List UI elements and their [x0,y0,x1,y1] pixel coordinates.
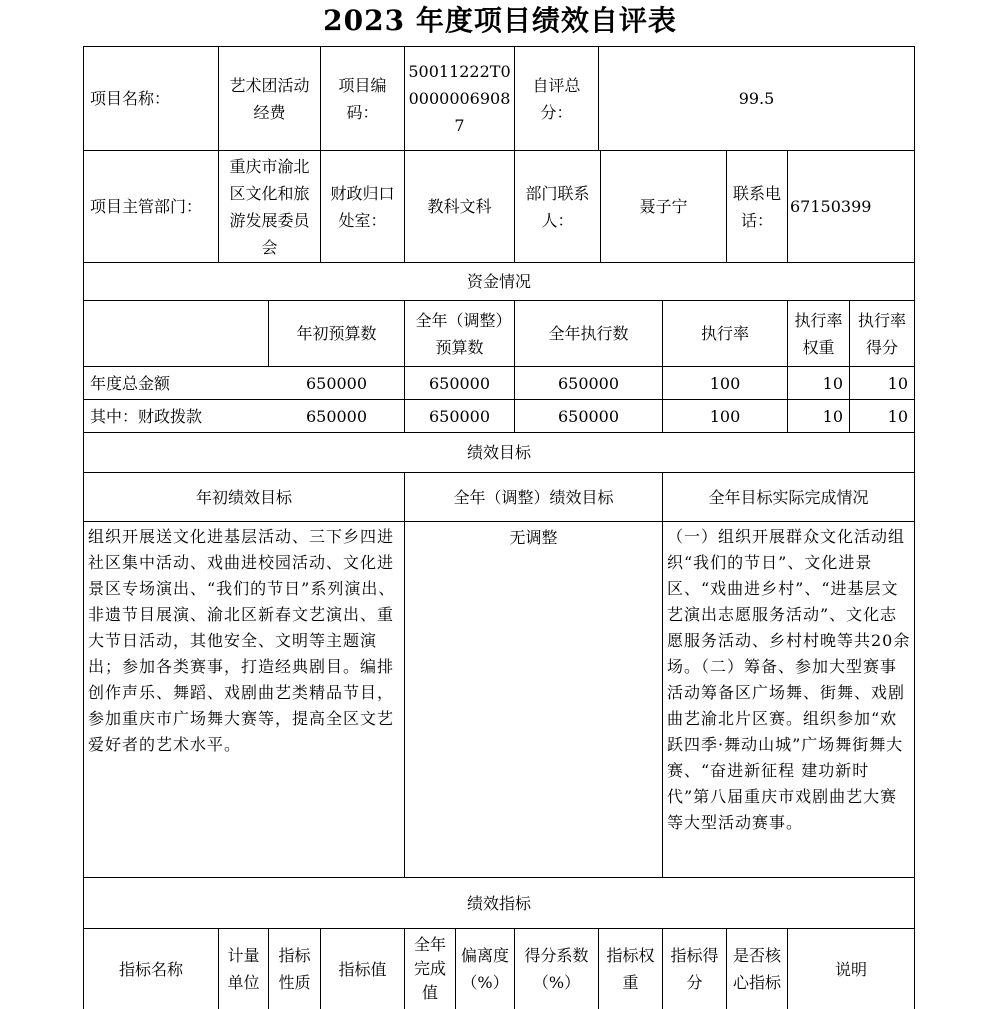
goals-section-title: 绩效目标 [466,443,531,462]
indicator-header-value: 指标值 [338,959,387,979]
project-code-label: 项目编码： [338,75,387,122]
indicators-section-title: 绩效指标 [466,893,531,913]
goals-actual-text: （一）组织开展群众文化活动组织“我们的节日”、文化进景区、“戏曲进乡村”、“进基层文艺演出志愿服务活动”、文化志愿服务活动、乡村村晚等共20余场。（二）筹备、参加大型赛事活动筹备区广场舞、街舞、戏剧曲艺渝北片区赛。组织参加“欢跃四季·舞动山城”广场舞街舞大赛、“奋进新征程 建功新时代”第八届重庆市戏剧曲艺大赛等大型活动赛事。 [667,527,911,832]
indicator-header-completed: 全年完成值 [413,935,446,1002]
page-title: 2023 年度项目绩效自评表 [323,4,677,37]
funds-row-label: 年度总金额 [90,373,171,393]
indicator-header-score: 指标得分 [670,946,719,992]
goals-header-actual: 全年目标实际完成情况 [708,487,869,507]
funds-header-adjusted-budget: 全年（调整）预算数 [415,310,504,357]
indicator-header-notes: 说明 [834,959,867,979]
goals-adjusted-text: 无调整 [509,528,558,547]
self-score-label: 自评总分： [532,75,581,122]
department-value: 重庆市渝北区文化和旅游发展委员会 [229,156,310,257]
indicator-header-unit: 计量单位 [227,946,260,992]
goals-initial-text: 组织开展送文化进基层活动、三下乡四进社区集中活动、戏曲进校园活动、文化进景区专场演出、“我们的节日”系列演出、非遗节目展演、渝北区新春文艺演出、重大节日活动，其他安全、文明等主题演出；参加各类赛事，打造经典剧目。编排创作声乐、舞蹈、戏剧曲艺类精品节目，参加重庆市广场舞大赛等，提高全区文艺爱好者的艺术水平。 [88,527,396,754]
indicator-header-core: 是否核心指标 [732,946,781,992]
funds-cell: 650000 [305,406,368,426]
funds-cell: 650000 [305,373,368,393]
indicator-header-name: 指标名称 [118,959,183,979]
contact-value: 聂子宁 [639,197,688,216]
funds-header-rate-weight: 执行率权重 [794,310,843,357]
goals-header-initial: 年初绩效目标 [195,487,292,507]
funds-cell: 650000 [557,406,620,426]
indicator-header-score-coefficient: 得分系数（%） [524,946,589,992]
project-code-value: 50011222T000000069087 [408,62,511,135]
funds-header-execution-rate: 执行率 [700,324,749,343]
phone-label: 联系电话： [732,183,781,230]
funds-header-rate-score: 执行率得分 [857,310,906,357]
funds-cell: 10 [887,406,908,426]
funds-cell: 100 [709,373,741,393]
funds-cell: 650000 [428,373,491,393]
project-name-value: 艺术团活动经费 [229,75,310,122]
indicator-header-deviation: 偏离度（%） [460,946,509,992]
department-label: 项目主管部门： [90,197,203,216]
funds-cell: 100 [709,406,741,426]
phone-value: 67150399 [790,197,872,216]
finance-office-label: 财政归口处室： [330,183,395,230]
indicator-header-weight: 指标权重 [606,946,655,992]
funds-cell: 10 [822,406,843,426]
self-score-value: 99.5 [738,89,775,108]
funds-cell: 10 [822,373,843,393]
funds-cell: 650000 [557,373,620,393]
funds-header-initial-budget: 年初预算数 [296,324,377,343]
funds-cell: 10 [887,373,908,393]
contact-label: 部门联系人： [525,183,590,230]
funds-section-title: 资金情况 [466,272,531,291]
project-name-label: 项目名称： [90,89,171,108]
indicator-header-nature: 指标性质 [278,946,311,992]
goals-header-adjusted: 全年（调整）绩效目标 [453,487,614,507]
funds-cell: 650000 [428,406,491,426]
finance-office-value: 教科文科 [427,197,492,216]
funds-row-label: 其中：财政拨款 [90,406,203,426]
funds-header-executed: 全年执行数 [548,324,629,343]
